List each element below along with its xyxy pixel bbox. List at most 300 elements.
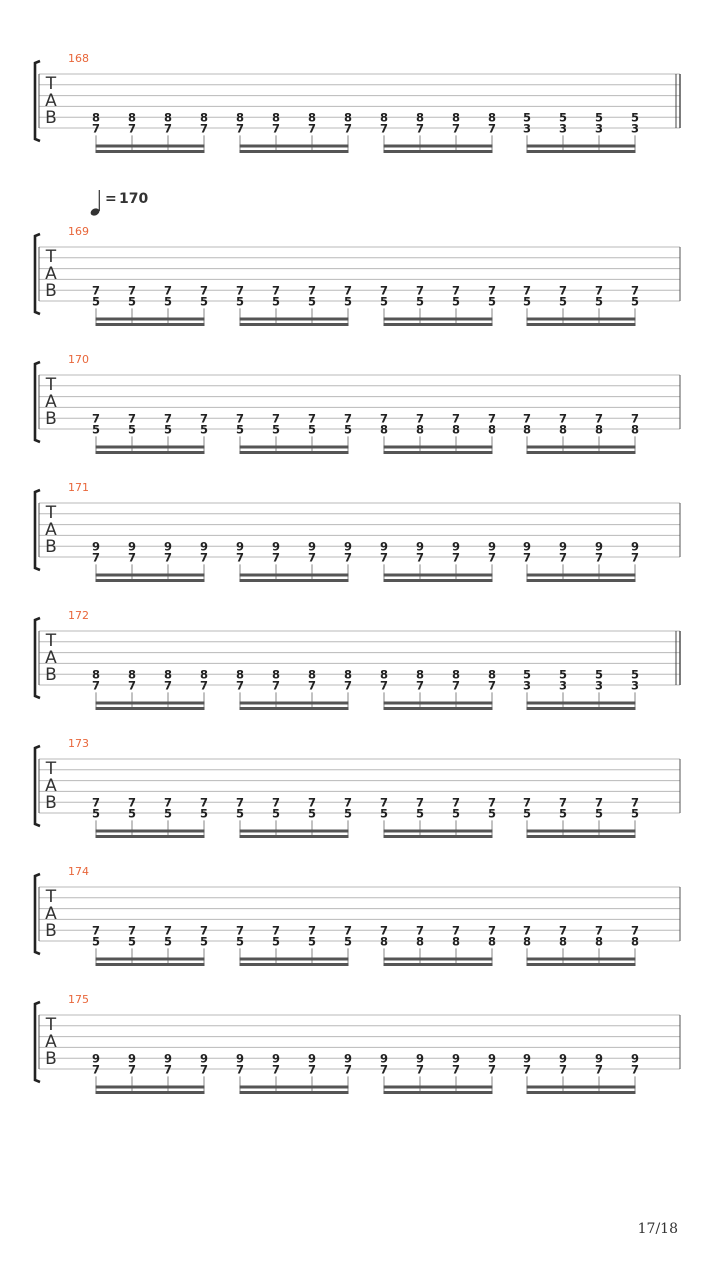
fret-number: 7 — [522, 795, 532, 810]
fret-number: 7 — [91, 550, 101, 565]
beam — [240, 963, 349, 966]
fret-number: 7 — [379, 795, 389, 810]
fret-number: 3 — [522, 678, 532, 693]
fret-number: 7 — [307, 795, 317, 810]
fret-number: 9 — [594, 1051, 604, 1066]
fret-number: 8 — [487, 110, 497, 125]
fret-number: 8 — [558, 422, 568, 437]
fret-number: 8 — [451, 934, 461, 949]
beam — [240, 830, 349, 833]
fret-number: 7 — [343, 923, 353, 938]
fret-number: 5 — [199, 422, 209, 437]
beam — [384, 958, 493, 961]
tab-system — [35, 52, 680, 153]
fret-number: 7 — [307, 121, 317, 136]
beam — [384, 323, 493, 326]
fret-number: 7 — [451, 121, 461, 136]
fret-number: 5 — [630, 110, 640, 125]
fret-number: 8 — [415, 110, 425, 125]
beam — [240, 145, 349, 148]
tab-clef-letter: A — [45, 904, 57, 924]
beam — [527, 451, 636, 454]
beam — [527, 830, 636, 833]
fret-number: 8 — [127, 110, 137, 125]
measure-number: 168 — [68, 52, 89, 65]
fret-number: 8 — [630, 934, 640, 949]
fret-number: 7 — [199, 795, 209, 810]
beam — [96, 1086, 205, 1089]
fret-number: 7 — [91, 678, 101, 693]
fret-number: 9 — [235, 1051, 245, 1066]
fret-number: 7 — [91, 1062, 101, 1077]
tab-clef-letter: T — [45, 1015, 57, 1035]
fret-number: 7 — [594, 923, 604, 938]
tab-clef-letter: T — [45, 503, 57, 523]
fret-number: 7 — [235, 283, 245, 298]
fret-number: 3 — [558, 121, 568, 136]
fret-number: 5 — [558, 110, 568, 125]
fret-number: 7 — [379, 1062, 389, 1077]
tab-clef-letter: T — [45, 74, 57, 94]
fret-number: 7 — [91, 121, 101, 136]
fret-number: 8 — [127, 667, 137, 682]
fret-number: 7 — [235, 923, 245, 938]
fret-number: 8 — [91, 667, 101, 682]
fret-number: 7 — [594, 550, 604, 565]
fret-number: 7 — [379, 121, 389, 136]
fret-number: 5 — [127, 806, 137, 821]
tab-clef-letter: B — [45, 665, 57, 685]
beam — [527, 1091, 636, 1094]
fret-number: 9 — [307, 539, 317, 554]
beam — [96, 451, 205, 454]
fret-number: 7 — [91, 411, 101, 426]
fret-number: 5 — [415, 294, 425, 309]
measure-number: 173 — [68, 737, 89, 750]
fret-number: 5 — [91, 934, 101, 949]
tab-clef-letter: B — [45, 281, 57, 301]
fret-number: 5 — [271, 422, 281, 437]
fret-number: 9 — [630, 539, 640, 554]
beam — [96, 318, 205, 321]
fret-number: 5 — [199, 934, 209, 949]
fret-number: 7 — [451, 1062, 461, 1077]
fret-number: 8 — [451, 110, 461, 125]
fret-number: 7 — [127, 283, 137, 298]
fret-number: 3 — [522, 121, 532, 136]
fret-number: 8 — [594, 422, 604, 437]
fret-number: 5 — [127, 294, 137, 309]
tab-clef-letter: T — [45, 247, 57, 267]
beam — [527, 958, 636, 961]
beam — [384, 579, 493, 582]
beam — [384, 963, 493, 966]
fret-number: 7 — [307, 923, 317, 938]
fret-number: 5 — [522, 806, 532, 821]
fret-number: 5 — [558, 294, 568, 309]
fret-number: 7 — [127, 411, 137, 426]
fret-number: 5 — [127, 934, 137, 949]
fret-number: 8 — [343, 110, 353, 125]
fret-number: 7 — [235, 795, 245, 810]
fret-number: 7 — [451, 923, 461, 938]
beam — [240, 318, 349, 321]
fret-number: 9 — [163, 1051, 173, 1066]
fret-number: 5 — [235, 934, 245, 949]
fret-number: 8 — [271, 667, 281, 682]
measure-number: 169 — [68, 225, 89, 238]
beam — [527, 145, 636, 148]
tab-clef-letter: A — [45, 264, 57, 284]
fret-number: 7 — [271, 121, 281, 136]
page-number: 17/18 — [637, 1221, 678, 1237]
fret-number: 5 — [91, 422, 101, 437]
beam — [240, 579, 349, 582]
fret-number: 7 — [415, 923, 425, 938]
fret-number: 9 — [630, 1051, 640, 1066]
fret-number: 7 — [235, 1062, 245, 1077]
fret-number: 9 — [451, 1051, 461, 1066]
fret-number: 7 — [594, 1062, 604, 1077]
fret-number: 8 — [558, 934, 568, 949]
fret-number: 7 — [630, 1062, 640, 1077]
fret-number: 9 — [379, 1051, 389, 1066]
fret-number: 7 — [163, 550, 173, 565]
fret-number: 3 — [630, 678, 640, 693]
fret-number: 5 — [522, 667, 532, 682]
fret-number: 5 — [271, 806, 281, 821]
fret-number: 7 — [307, 678, 317, 693]
measure-number: 172 — [68, 609, 89, 622]
fret-number: 7 — [127, 795, 137, 810]
fret-number: 5 — [235, 806, 245, 821]
beam — [527, 574, 636, 577]
fret-number: 3 — [558, 678, 568, 693]
fret-number: 7 — [379, 411, 389, 426]
beam — [384, 574, 493, 577]
fret-number: 5 — [451, 294, 461, 309]
fret-number: 7 — [235, 678, 245, 693]
beam — [527, 835, 636, 838]
fret-number: 7 — [127, 678, 137, 693]
fret-number: 7 — [343, 550, 353, 565]
tab-clef-letter: B — [45, 108, 57, 128]
beam — [527, 323, 636, 326]
fret-number: 5 — [343, 294, 353, 309]
fret-number: 7 — [199, 550, 209, 565]
fret-number: 5 — [343, 934, 353, 949]
beam — [96, 835, 205, 838]
fret-number: 5 — [594, 806, 604, 821]
fret-number: 7 — [558, 1062, 568, 1077]
beam — [527, 707, 636, 710]
fret-number: 8 — [271, 110, 281, 125]
fret-number: 7 — [451, 678, 461, 693]
tempo-marking — [89, 190, 148, 217]
fret-number: 9 — [91, 1051, 101, 1066]
fret-number: 9 — [127, 1051, 137, 1066]
fret-number: 8 — [307, 110, 317, 125]
fret-number: 8 — [415, 934, 425, 949]
fret-number: 7 — [522, 411, 532, 426]
fret-number: 5 — [271, 294, 281, 309]
fret-number: 7 — [91, 923, 101, 938]
fret-number: 7 — [558, 923, 568, 938]
beam — [384, 150, 493, 153]
fret-number: 7 — [199, 1062, 209, 1077]
fret-number: 5 — [343, 806, 353, 821]
beam — [96, 446, 205, 449]
fret-number: 7 — [199, 678, 209, 693]
fret-number: 3 — [594, 678, 604, 693]
fret-number: 8 — [307, 667, 317, 682]
fret-number: 7 — [487, 283, 497, 298]
fret-number: 5 — [307, 422, 317, 437]
tab-system — [35, 481, 680, 582]
fret-number: 7 — [163, 283, 173, 298]
fret-number: 7 — [487, 121, 497, 136]
fret-number: 9 — [558, 539, 568, 554]
fret-number: 8 — [199, 110, 209, 125]
fret-number: 7 — [379, 678, 389, 693]
fret-number: 5 — [522, 294, 532, 309]
fret-number: 9 — [199, 539, 209, 554]
fret-number: 5 — [379, 294, 389, 309]
fret-number: 9 — [163, 539, 173, 554]
beam — [384, 318, 493, 321]
beam — [384, 1091, 493, 1094]
measure-number: 171 — [68, 481, 89, 494]
fret-number: 7 — [271, 1062, 281, 1077]
fret-number: 8 — [522, 934, 532, 949]
beam — [527, 150, 636, 153]
fret-number: 9 — [199, 1051, 209, 1066]
fret-number: 9 — [522, 1051, 532, 1066]
beam — [96, 1091, 205, 1094]
beam — [96, 579, 205, 582]
fret-number: 5 — [163, 422, 173, 437]
fret-number: 5 — [594, 110, 604, 125]
fret-number: 7 — [522, 1062, 532, 1077]
measure-number: 174 — [68, 865, 89, 878]
tab-clef-letter: T — [45, 759, 57, 779]
fret-number: 8 — [235, 667, 245, 682]
fret-number: 9 — [379, 539, 389, 554]
fret-number: 7 — [630, 550, 640, 565]
tab-clef-letter: A — [45, 1032, 57, 1052]
fret-number: 5 — [487, 806, 497, 821]
fret-number: 7 — [271, 550, 281, 565]
beam — [384, 830, 493, 833]
beam — [527, 318, 636, 321]
fret-number: 9 — [91, 539, 101, 554]
beam — [96, 323, 205, 326]
fret-number: 7 — [487, 1062, 497, 1077]
fret-number: 7 — [271, 283, 281, 298]
fret-number: 7 — [415, 121, 425, 136]
tab-clef-letter: A — [45, 392, 57, 412]
tempo-value: 170 — [119, 191, 149, 207]
fret-number: 7 — [343, 795, 353, 810]
tab-clef-letter: B — [45, 793, 57, 813]
fret-number: 9 — [127, 539, 137, 554]
fret-number: 7 — [163, 121, 173, 136]
fret-number: 5 — [307, 294, 317, 309]
beam — [240, 574, 349, 577]
fret-number: 5 — [487, 294, 497, 309]
fret-number: 8 — [199, 667, 209, 682]
fret-number: 7 — [271, 678, 281, 693]
fret-number: 8 — [415, 422, 425, 437]
fret-number: 7 — [558, 795, 568, 810]
beam — [240, 446, 349, 449]
fret-number: 5 — [91, 806, 101, 821]
fret-number: 5 — [163, 806, 173, 821]
fret-number: 9 — [415, 539, 425, 554]
fret-number: 7 — [199, 411, 209, 426]
fret-number: 7 — [630, 923, 640, 938]
fret-number: 5 — [594, 294, 604, 309]
fret-number: 7 — [163, 795, 173, 810]
fret-number: 7 — [415, 411, 425, 426]
fret-number: 9 — [558, 1051, 568, 1066]
fret-number: 8 — [451, 422, 461, 437]
beam — [240, 702, 349, 705]
fret-number: 7 — [163, 1062, 173, 1077]
fret-number: 7 — [630, 411, 640, 426]
beam — [240, 1086, 349, 1089]
fret-number: 5 — [199, 806, 209, 821]
beam — [527, 579, 636, 582]
fret-number: 7 — [235, 550, 245, 565]
beam — [527, 963, 636, 966]
measure-number: 175 — [68, 993, 89, 1006]
fret-number: 8 — [91, 110, 101, 125]
fret-number: 7 — [127, 1062, 137, 1077]
fret-number: 5 — [235, 422, 245, 437]
fret-number: 5 — [558, 667, 568, 682]
fret-number: 7 — [235, 411, 245, 426]
fret-number: 7 — [127, 923, 137, 938]
fret-number: 7 — [487, 795, 497, 810]
fret-number: 9 — [343, 1051, 353, 1066]
fret-number: 7 — [307, 283, 317, 298]
fret-number: 7 — [379, 550, 389, 565]
beam — [384, 451, 493, 454]
fret-number: 7 — [271, 795, 281, 810]
fret-number: 8 — [163, 667, 173, 682]
tab-system — [35, 353, 680, 454]
fret-number: 7 — [307, 550, 317, 565]
fret-number: 7 — [343, 1062, 353, 1077]
fret-number: 9 — [451, 539, 461, 554]
tab-clef-letter: A — [45, 776, 57, 796]
beam — [384, 145, 493, 148]
fret-number: 7 — [307, 411, 317, 426]
fret-number: 9 — [271, 539, 281, 554]
fret-number: 7 — [594, 283, 604, 298]
fret-number: 7 — [271, 923, 281, 938]
tab-clef-letter: A — [45, 648, 57, 668]
fret-number: 7 — [487, 411, 497, 426]
fret-number: 7 — [415, 550, 425, 565]
fret-number: 5 — [307, 934, 317, 949]
fret-number: 8 — [379, 422, 389, 437]
tab-clef-letter: B — [45, 1049, 57, 1069]
fret-number: 8 — [379, 110, 389, 125]
fret-number: 7 — [415, 795, 425, 810]
fret-number: 7 — [271, 411, 281, 426]
fret-number: 7 — [343, 411, 353, 426]
fret-number: 5 — [163, 294, 173, 309]
beam — [384, 835, 493, 838]
fret-number: 8 — [379, 934, 389, 949]
beam — [96, 150, 205, 153]
beam — [527, 702, 636, 705]
fret-number: 7 — [594, 411, 604, 426]
fret-number: 7 — [379, 283, 389, 298]
fret-number: 5 — [379, 806, 389, 821]
fret-number: 9 — [522, 539, 532, 554]
fret-number: 9 — [415, 1051, 425, 1066]
fret-number: 7 — [558, 283, 568, 298]
fret-number: 7 — [522, 923, 532, 938]
beam — [527, 1086, 636, 1089]
beam — [384, 1086, 493, 1089]
fret-number: 5 — [163, 934, 173, 949]
tab-system — [35, 225, 680, 326]
beam — [96, 963, 205, 966]
fret-number: 5 — [235, 294, 245, 309]
fret-number: 7 — [415, 678, 425, 693]
beam — [96, 574, 205, 577]
tab-clef-letter: T — [45, 887, 57, 907]
fret-number: 7 — [307, 1062, 317, 1077]
fret-number: 5 — [630, 806, 640, 821]
fret-number: 7 — [127, 550, 137, 565]
beam — [384, 446, 493, 449]
fret-number: 8 — [594, 934, 604, 949]
fret-number: 9 — [235, 539, 245, 554]
fret-number: 9 — [487, 539, 497, 554]
fret-number: 5 — [199, 294, 209, 309]
tab-clef-letter: T — [45, 631, 57, 651]
fret-number: 5 — [271, 934, 281, 949]
beam — [384, 702, 493, 705]
fret-number: 8 — [487, 667, 497, 682]
fret-number: 8 — [235, 110, 245, 125]
fret-number: 7 — [199, 121, 209, 136]
fret-number: 5 — [630, 667, 640, 682]
tab-system — [35, 737, 680, 838]
measure-number: 170 — [68, 353, 89, 366]
beam — [240, 150, 349, 153]
fret-number: 7 — [451, 795, 461, 810]
fret-number: 5 — [630, 294, 640, 309]
fret-number: 8 — [379, 667, 389, 682]
fret-number: 7 — [163, 411, 173, 426]
beam — [96, 958, 205, 961]
fret-number: 7 — [91, 283, 101, 298]
beam — [96, 707, 205, 710]
fret-number: 7 — [163, 678, 173, 693]
tab-system — [35, 609, 680, 710]
fret-number: 7 — [558, 411, 568, 426]
fret-number: 7 — [594, 795, 604, 810]
fret-number: 8 — [163, 110, 173, 125]
tab-clef-letter: B — [45, 409, 57, 429]
fret-number: 5 — [558, 806, 568, 821]
